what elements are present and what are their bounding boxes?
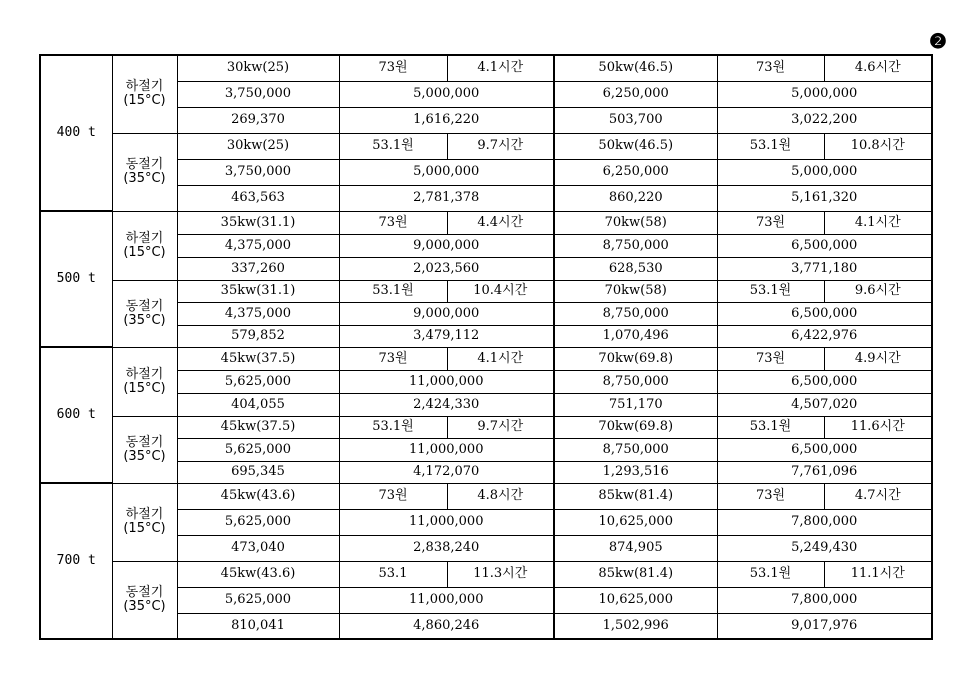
right-equipment-cost: 8,750,000 (554, 234, 717, 257)
right-period-cost: 7,761,096 (717, 461, 932, 483)
right-price-cell: 53.1원 (717, 133, 824, 159)
left-install-cost: 11,000,000 (339, 370, 554, 393)
left-equipment-cost: 4,375,000 (177, 302, 339, 325)
tonnage-cell: 400 t (40, 55, 112, 211)
left-hours-cell: 4.8시간 (447, 483, 554, 509)
season-label: 동절기 (125, 157, 164, 172)
season-cell (112, 483, 177, 561)
right-power-cell: 85kw(81.4) (554, 483, 717, 509)
left-period-cost: 1,616,220 (339, 107, 554, 133)
left-period-cost: 3,479,112 (339, 325, 554, 347)
temperature-label: (35°C) (123, 448, 166, 464)
right-equipment-cost: 8,750,000 (554, 302, 717, 325)
right-monthly-cost: 503,700 (554, 107, 717, 133)
right-power-cell: 70kw(58) (554, 211, 717, 234)
table-row (40, 416, 932, 438)
left-power-cell: 35kw(31.1) (177, 280, 339, 302)
tonnage-cell: 500 t (40, 211, 112, 347)
left-equipment-cost: 3,750,000 (177, 81, 339, 107)
left-install-cost: 11,000,000 (339, 509, 554, 535)
left-period-cost: 2,838,240 (339, 535, 554, 561)
season-label: 하절기 (125, 79, 164, 95)
left-monthly-cost: 473,040 (177, 535, 339, 561)
right-power-cell: 70kw(69.8) (554, 347, 717, 370)
right-power-cell: 85kw(81.4) (554, 561, 717, 587)
left-install-cost: 9,000,000 (339, 234, 554, 257)
left-hours-cell: 11.3시간 (447, 561, 554, 587)
right-hours-cell: 4.6시간 (824, 55, 932, 81)
right-power-cell: 70kw(69.8) (554, 416, 717, 438)
season-cell (112, 55, 177, 133)
table-row (40, 483, 932, 509)
right-price-cell: 53.1원 (717, 416, 824, 438)
left-power-cell: 45kw(37.5) (177, 416, 339, 438)
temperature-label: (15°C) (123, 244, 166, 260)
left-hours-cell: 4.1시간 (447, 347, 554, 370)
right-hours-cell: 9.6시간 (824, 280, 932, 302)
left-power-cell: 30kw(25) (177, 133, 339, 159)
right-monthly-cost: 860,220 (554, 185, 717, 211)
left-price-cell: 53.1 (339, 561, 447, 587)
season-cell (112, 347, 177, 416)
left-power-cell: 30kw(25) (177, 55, 339, 81)
right-period-cost: 3,771,180 (717, 257, 932, 280)
left-monthly-cost: 695,345 (177, 461, 339, 483)
season-cell (112, 416, 177, 483)
season-label: 동절기 (125, 298, 164, 314)
right-hours-cell: 4.1시간 (824, 211, 932, 234)
season-label: 동절기 (125, 584, 164, 600)
right-install-cost: 6,500,000 (717, 302, 932, 325)
table-row (40, 347, 932, 370)
right-power-cell: 70kw(58) (554, 280, 717, 302)
season-label: 동절기 (125, 434, 164, 450)
left-monthly-cost: 579,852 (177, 325, 339, 347)
left-install-cost: 11,000,000 (339, 587, 554, 613)
right-period-cost: 4,507,020 (717, 393, 932, 416)
right-hours-cell: 11.1시간 (824, 561, 932, 587)
left-price-cell: 73원 (339, 347, 447, 370)
left-equipment-cost: 5,625,000 (177, 438, 339, 461)
season-cell (112, 561, 177, 639)
right-price-cell: 73원 (717, 347, 824, 370)
right-equipment-cost: 10,625,000 (554, 587, 717, 613)
right-hours-cell: 4.9시간 (824, 347, 932, 370)
right-install-cost: 6,500,000 (717, 438, 932, 461)
left-hours-cell: 4.1시간 (447, 55, 554, 81)
right-price-cell: 73원 (717, 483, 824, 509)
right-period-cost: 5,249,430 (717, 535, 932, 561)
left-install-cost: 5,000,000 (339, 81, 554, 107)
season-label: 하절기 (125, 366, 164, 382)
left-equipment-cost: 4,375,000 (177, 234, 339, 257)
right-equipment-cost: 10,625,000 (554, 509, 717, 535)
left-power-cell: 45kw(43.6) (177, 483, 339, 509)
right-install-cost: 7,800,000 (717, 509, 932, 535)
left-equipment-cost: 3,750,000 (177, 159, 339, 185)
right-install-cost: 6,500,000 (717, 370, 932, 393)
right-hours-cell: 10.8시간 (824, 133, 932, 159)
right-price-cell: 53.1원 (717, 561, 824, 587)
left-equipment-cost: 5,625,000 (177, 509, 339, 535)
left-price-cell: 53.1원 (339, 280, 447, 302)
left-period-cost: 4,860,246 (339, 613, 554, 639)
right-install-cost: 6,500,000 (717, 234, 932, 257)
tonnage-cell: 600 t (40, 347, 112, 483)
right-power-cell: 50kw(46.5) (554, 133, 717, 159)
left-price-cell: 53.1원 (339, 133, 447, 159)
right-price-cell: 73원 (717, 211, 824, 234)
season-label: 하절기 (125, 230, 164, 246)
cooling-cost-table (39, 54, 933, 640)
right-equipment-cost: 8,750,000 (554, 370, 717, 393)
left-install-cost: 9,000,000 (339, 302, 554, 325)
left-hours-cell: 9.7시간 (447, 133, 554, 159)
right-install-cost: 5,000,000 (717, 81, 932, 107)
left-hours-cell: 9.7시간 (447, 416, 554, 438)
left-period-cost: 2,023,560 (339, 257, 554, 280)
right-period-cost: 3,022,200 (717, 107, 932, 133)
right-equipment-cost: 6,250,000 (554, 159, 717, 185)
right-period-cost: 6,422,976 (717, 325, 932, 347)
left-monthly-cost: 404,055 (177, 393, 339, 416)
right-monthly-cost: 874,905 (554, 535, 717, 561)
season-cell (112, 280, 177, 347)
temperature-label: (35°C) (123, 598, 166, 614)
left-period-cost: 2,781,378 (339, 185, 554, 211)
right-equipment-cost: 6,250,000 (554, 81, 717, 107)
left-hours-cell: 4.4시간 (447, 211, 554, 234)
page-number: ❷ (929, 29, 947, 53)
left-equipment-cost: 5,625,000 (177, 587, 339, 613)
table-row (40, 133, 932, 159)
left-power-cell: 45kw(43.6) (177, 561, 339, 587)
right-monthly-cost: 751,170 (554, 393, 717, 416)
right-price-cell: 73원 (717, 55, 824, 81)
tonnage-cell: 700 t (40, 483, 112, 639)
left-monthly-cost: 810,041 (177, 613, 339, 639)
table-row (40, 280, 932, 302)
left-price-cell: 73원 (339, 211, 447, 234)
left-install-cost: 5,000,000 (339, 159, 554, 185)
temperature-label: (35°C) (123, 312, 166, 328)
table-row (40, 561, 932, 587)
right-install-cost: 5,000,000 (717, 159, 932, 185)
right-hours-cell: 11.6시간 (824, 416, 932, 438)
temperature-label: (35°C) (123, 171, 166, 186)
right-install-cost: 7,800,000 (717, 587, 932, 613)
left-equipment-cost: 5,625,000 (177, 370, 339, 393)
left-power-cell: 45kw(37.5) (177, 347, 339, 370)
right-monthly-cost: 1,293,516 (554, 461, 717, 483)
right-period-cost: 5,161,320 (717, 185, 932, 211)
season-cell (112, 133, 177, 211)
right-price-cell: 53.1원 (717, 280, 824, 302)
left-monthly-cost: 337,260 (177, 257, 339, 280)
left-price-cell: 73원 (339, 483, 447, 509)
right-period-cost: 9,017,976 (717, 613, 932, 639)
left-period-cost: 4,172,070 (339, 461, 554, 483)
left-install-cost: 11,000,000 (339, 438, 554, 461)
season-label: 하절기 (125, 507, 164, 522)
temperature-label: (15°C) (123, 521, 166, 536)
season-cell (112, 211, 177, 280)
left-monthly-cost: 463,563 (177, 185, 339, 211)
right-monthly-cost: 1,502,996 (554, 613, 717, 639)
left-power-cell: 35kw(31.1) (177, 211, 339, 234)
table-row (40, 55, 932, 81)
temperature-label: (15°C) (123, 93, 166, 109)
left-price-cell: 73원 (339, 55, 447, 81)
left-monthly-cost: 269,370 (177, 107, 339, 133)
left-period-cost: 2,424,330 (339, 393, 554, 416)
table-row (40, 211, 932, 234)
right-monthly-cost: 1,070,496 (554, 325, 717, 347)
left-hours-cell: 10.4시간 (447, 280, 554, 302)
right-hours-cell: 4.7시간 (824, 483, 932, 509)
right-monthly-cost: 628,530 (554, 257, 717, 280)
right-power-cell: 50kw(46.5) (554, 55, 717, 81)
temperature-label: (15°C) (123, 380, 166, 396)
right-equipment-cost: 8,750,000 (554, 438, 717, 461)
left-price-cell: 53.1원 (339, 416, 447, 438)
